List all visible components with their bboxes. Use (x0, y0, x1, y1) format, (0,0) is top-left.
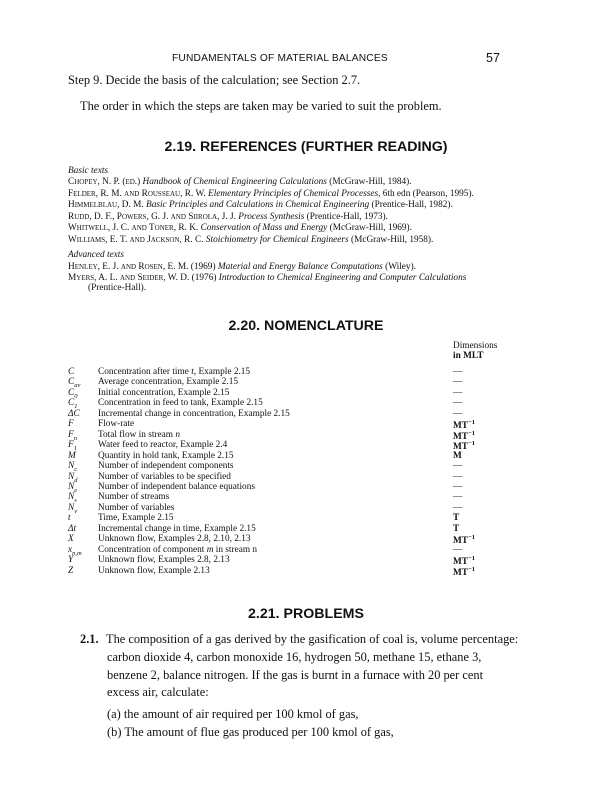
reference-title: Basic Principles and Calculations in Chemical Engineering (146, 200, 370, 211)
reference-entry (68, 189, 474, 199)
reference-authors: Myers, A. L. and Seider, W. D. (1976) (68, 272, 217, 283)
reference-entry (68, 212, 388, 222)
nomenclature-symbol: $F_n$ (68, 429, 77, 442)
nomenclature-description: Incremental change in concentration, Example 2.15 (98, 408, 290, 419)
page-number: 57 (486, 51, 500, 65)
nomenclature-dimension: $MT^{-1}$ (453, 440, 475, 453)
description-variable: m (206, 544, 214, 555)
nomenclature-description: Unknown flow, Example 2.13 (98, 565, 210, 576)
reference-title: Introduction to Chemical Engineering and Computer Calculations (218, 272, 467, 283)
nomenclature-dimension: M (453, 450, 462, 461)
reference-entry (68, 177, 412, 187)
nomenclature-symbol: t (68, 513, 71, 524)
reference-entry (68, 273, 466, 283)
nomenclature-description: Initial concentration, Example 2.15 (98, 387, 230, 398)
reference-title: Material and Energy Balance Computations (217, 262, 383, 272)
problem-number: 2.1. (80, 632, 99, 646)
nomenclature-description: Concentration of component m in stream n (98, 544, 258, 555)
nomenclature-dimension: T (453, 523, 460, 534)
dimension-exponent: −1 (467, 555, 475, 563)
reference-publisher: (Wiley). (385, 262, 416, 272)
nomenclature-dimension: — (453, 492, 463, 503)
problem-item: (a) the amount of air required per 100 kmol of gas, (107, 707, 359, 721)
symbol-subscript: d (74, 476, 78, 484)
dimension-exponent: −1 (467, 419, 475, 427)
nomenclature-dimension: $MT^{-1}$ (453, 555, 475, 568)
running-title: FUNDAMENTALS OF MATERIAL BALANCES (172, 53, 388, 64)
symbol-subscript: av (74, 382, 81, 390)
nomenclature-dimension: — (453, 544, 463, 555)
reference-entry (68, 200, 453, 210)
nomenclature-symbol: $N_s$ (68, 492, 77, 505)
nomenclature-dimension: — (453, 408, 463, 419)
reference-authors: Felder, R. M. and Rousseau, R. W. (68, 188, 206, 199)
nomenclature-symbol: $N_v$ (68, 502, 78, 515)
nomenclature-description: Number of streams (98, 492, 170, 503)
nomenclature-symbol: $N_d$ (68, 471, 78, 484)
step-9-text: Step 9. Decide the basis of the calculation; see Section 2.7. (68, 73, 361, 87)
dimension-exponent: −1 (467, 429, 475, 437)
symbol-subscript: 1 (74, 403, 78, 411)
running-header (0, 53, 612, 67)
symbol-subscript: s (74, 497, 77, 505)
reference-authors: Himmelblau, D. M. (68, 200, 144, 211)
symbol-subscript: e (74, 486, 78, 494)
basic-texts-label: Basic texts (68, 166, 109, 176)
nomenclature-description: Total flow in stream n (98, 429, 180, 440)
dimensions-header: Dimensions (453, 341, 498, 351)
reference-publisher: (McGraw-Hill, 1958). (350, 235, 434, 245)
nomenclature-symbol: Y (68, 555, 74, 566)
nomenclature-description: Average concentration, Example 2.15 (98, 377, 238, 388)
nomenclature-symbol: $C_0$ (68, 387, 78, 400)
reference-authors: Chopey, N. P. (ed.) (68, 177, 141, 187)
dimension-exponent: −1 (467, 534, 475, 542)
symbol-subscript: n,m (72, 549, 82, 557)
references-heading: 2.19. REFERENCES (FURTHER READING) (164, 139, 448, 155)
nomenclature-symbol: $N_e$ (68, 481, 78, 494)
nomenclature-symbol: $F_1$ (68, 440, 77, 452)
nomenclature-dimension: T (453, 513, 460, 524)
description-variable: t (191, 367, 194, 377)
reference-publisher: (McGraw-Hill, 1969). (329, 223, 412, 234)
advanced-ref-continuation: (Prentice-Hall). (88, 283, 147, 293)
reference-authors: Whitwell, J. C. and Toner, R. K. (68, 223, 199, 234)
nomenclature-description: Time, Example 2.15 (98, 513, 174, 524)
reference-publisher: , 6th edn (Pearson, 1995). (378, 188, 474, 199)
nomenclature-description: Water feed to reactor, Example 2.4 (98, 440, 228, 451)
order-text: The order in which the steps are taken may be varied to suit the problem. (80, 99, 442, 113)
symbol-subscript: n (73, 434, 77, 442)
symbol-subscript: 0 (74, 392, 78, 400)
dimensions-header-mlt: in MLT (453, 351, 484, 361)
reference-entry (68, 262, 416, 272)
nomenclature-description: Concentration after time t, Example 2.15 (98, 367, 251, 377)
nomenclature-dimension: — (453, 502, 463, 513)
nomenclature-description: Unknown flow, Examples 2.8, 2.10, 2.13 (98, 534, 251, 545)
advanced-texts-label: Advanced texts (68, 250, 125, 260)
nomenclature-dimension: — (453, 377, 463, 388)
nomenclature-dimension: $MT^{-1}$ (453, 534, 475, 547)
nomenclature-description: Incremental change in time, Example 2.15 (98, 523, 256, 534)
reference-title: Elementary Principles of Chemical Processes (208, 188, 379, 199)
nomenclature-symbol: $N_c$ (68, 461, 78, 473)
nomenclature-symbol: M (68, 450, 76, 461)
reference-title: Stoichiometry for Chemical Engineers (205, 235, 349, 245)
nomenclature-dimension: $MT^{-1}$ (453, 429, 475, 442)
symbol-subscript: c (74, 465, 78, 473)
nomenclature-description: Number of independent balance equations (98, 481, 255, 492)
nomenclature-dimension: $MT^{-1}$ (453, 419, 475, 432)
problem-line: carbon dioxide 4, carbon monoxide 16, hydrogen 50, methane 15, ethane 3, (107, 649, 482, 664)
reference-title: Process Synthesis (238, 211, 305, 222)
nomenclature-heading: 2.20. NOMENCLATURE (228, 318, 384, 334)
nomenclature-symbol: Δt (68, 523, 77, 534)
reference-entry (68, 223, 412, 233)
nomenclature-dimension: — (453, 481, 463, 492)
nomenclature-dimension: — (453, 471, 463, 482)
nomenclature-description: Number of variables to be specified (98, 471, 231, 482)
nomenclature-description: Concentration in feed to tank, Example 2.15 (98, 398, 263, 409)
dimension-exponent: −1 (467, 565, 475, 573)
symbol-subscript: 1 (73, 445, 77, 452)
nomenclature-symbol: C (68, 367, 75, 377)
nomenclature-symbol: $C_{av}$ (68, 377, 81, 390)
reference-entry (68, 235, 433, 245)
reference-authors: Rudd, D. F., Powers, G. J. and Siirola, J. J. (68, 211, 236, 222)
dimension-exponent: −1 (467, 440, 475, 448)
nomenclature-symbol: ΔC (68, 408, 80, 419)
reference-authors: Williams, E. T. and Jackson, R. C. (68, 235, 204, 245)
description-variable: n (175, 429, 180, 440)
nomenclature-symbol: X (68, 534, 74, 545)
reference-publisher: (McGraw-Hill, 1984). (329, 177, 412, 187)
nomenclature-dimension: — (453, 367, 463, 377)
nomenclature-dimension: $MT^{-1}$ (453, 565, 475, 578)
problem-line: The composition of a gas derived by the gasification of coal is, volume percentage: (106, 632, 519, 646)
reference-authors: Henley, E. J. and Rosen, E. M. (1969) (68, 262, 216, 272)
nomenclature-description: Number of independent components (98, 461, 234, 472)
problem-item: (b) The amount of flue gas produced per 100 kmol of gas, (107, 724, 394, 739)
reference-title: Conservation of Mass and Energy (200, 223, 328, 234)
nomenclature-symbol: Z (68, 565, 74, 576)
reference-title: Handbook of Chemical Engineering Calculations (142, 177, 327, 187)
problem-line: benzene 2, balance nitrogen. If the gas is burnt in a furnace with 20 per cent (107, 667, 484, 682)
nomenclature-symbol: $C_1$ (68, 398, 78, 411)
problems-heading: 2.21. PROBLEMS (248, 606, 364, 622)
nomenclature-symbol: $x_{n,m}$ (68, 544, 82, 557)
nomenclature-dimension: — (453, 461, 463, 472)
nomenclature-description: Number of variables (98, 502, 175, 513)
nomenclature-description: Unknown flow, Examples 2.8, 2.13 (98, 555, 230, 566)
nomenclature-dimension: — (453, 398, 463, 409)
nomenclature-description: Flow-rate (98, 419, 135, 430)
symbol-subscript: v (74, 507, 78, 515)
nomenclature-dimension: — (453, 387, 463, 398)
problem-line: excess air, calculate: (107, 685, 209, 700)
reference-publisher: (Prentice-Hall, 1973). (306, 211, 388, 222)
nomenclature-description: Quantity in hold tank, Example 2.15 (98, 450, 234, 461)
nomenclature-symbol: F (68, 419, 74, 430)
reference-publisher: (Prentice-Hall, 1982). (371, 200, 453, 211)
